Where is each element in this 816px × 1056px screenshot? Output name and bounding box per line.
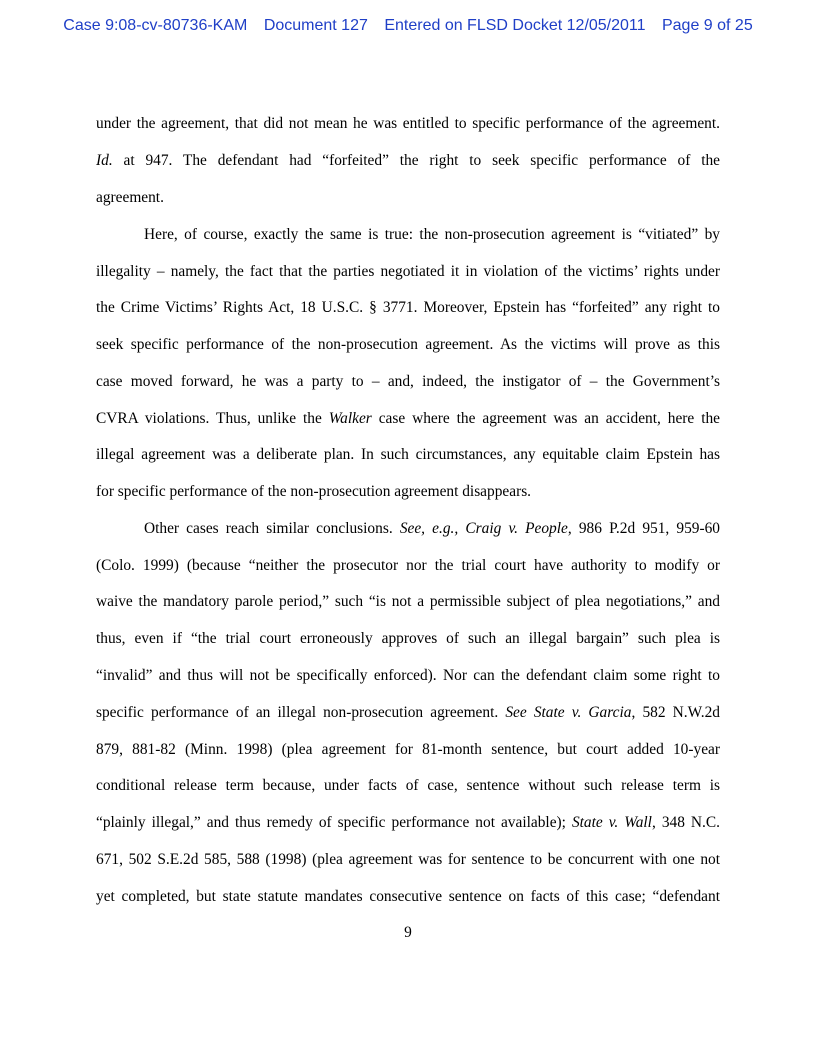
- text-span: “plainly illegal,” and thus remedy of specific performance not available);: [96, 814, 572, 831]
- docket-entry: Entered on FLSD Docket 12/05/2011: [384, 17, 646, 34]
- case-name-italic: See, e.g., Craig v. People: [399, 520, 568, 537]
- case-name-italic: See State v. Garcia: [505, 704, 632, 721]
- text-line: the Crime Victims’ Rights Act, 18 U.S.C. § 3771. Moreover, Epstein has “forfeited” any right to: [96, 299, 720, 316]
- text-line: Here, of course, exactly the same is true: the non-prosecution agreement is “vitiated” by: [144, 226, 720, 243]
- text-line: thus, even if “the trial court erroneously approves of such an illegal bargain” such plea is: [96, 630, 720, 647]
- text-line: (Colo. 1999) (because “neither the prosecutor nor the trial court have authority to modify or: [96, 557, 720, 574]
- text-line: [96, 151, 720, 171]
- text-line: seek specific performance of the non-prosecution agreement. As the victims will prove as this: [96, 336, 720, 353]
- text-line: conditional release term because, under facts of case, sentence without such release term is: [96, 777, 720, 794]
- text-span: , 986 P.2d 951, 959-60: [567, 520, 720, 537]
- text-line: [96, 409, 720, 429]
- text-span: Other cases reach similar conclusions.: [144, 520, 400, 537]
- text-line: case moved forward, he was a party to – and, indeed, the instigator of – the Government’s: [96, 373, 720, 390]
- document-number: Document 127: [263, 17, 368, 34]
- text-line: agreement.: [96, 189, 164, 206]
- text-span: CVRA violations. Thus, unlike the: [96, 410, 329, 427]
- text-span: case where the agreement was an accident, here the: [371, 410, 720, 427]
- text-line: yet completed, but state statute mandates consecutive sentence on facts of this case; “defendant: [96, 888, 720, 905]
- text-line: “invalid” and thus will not be specifically enforced). Nor can the defendant claim some right to: [96, 667, 720, 684]
- case-name-italic: Walker: [328, 410, 372, 427]
- text-line: [144, 519, 720, 539]
- text-line: 879, 881-82 (Minn. 1998) (plea agreement for 81-month sentence, but court added 10-year: [96, 741, 720, 758]
- text-line: 671, 502 S.E.2d 585, 588 (1998) (plea agreement was for sentence to be concurrent with one not: [96, 851, 720, 868]
- text-line: illegal agreement was a deliberate plan. In such circumstances, any equitable claim Epstein has: [96, 446, 720, 463]
- page-number: 9: [404, 924, 412, 941]
- text-span: at 947. The defendant had “forfeited” the right to seek specific performance of the: [112, 152, 720, 169]
- text-line: illegality – namely, the fact that the parties negotiated it in violation of the victims’ rights under: [96, 263, 720, 280]
- text-line: [96, 703, 720, 723]
- citation-italic: Id.: [96, 152, 113, 169]
- text-line: waive the mandatory parole period,” such “is not a permissible subject of plea negotiations,” and: [96, 593, 720, 610]
- text-line: for specific performance of the non-prosecution agreement disappears.: [96, 483, 532, 500]
- case-name-italic: State v. Wall: [571, 814, 652, 831]
- case-number: Case 9:08-cv-80736-KAM: [63, 17, 248, 34]
- text-line: under the agreement, that did not mean he was entitled to specific performance of the agreement.: [96, 115, 720, 132]
- text-span: specific performance of an illegal non-prosecution agreement.: [96, 704, 506, 721]
- court-filing-header: [0, 17, 816, 35]
- text-line: [96, 813, 720, 833]
- text-span: , 348 N.C.: [651, 814, 720, 831]
- page-count: Page 9 of 25: [661, 17, 753, 34]
- text-span: , 582 N.W.2d: [631, 704, 720, 721]
